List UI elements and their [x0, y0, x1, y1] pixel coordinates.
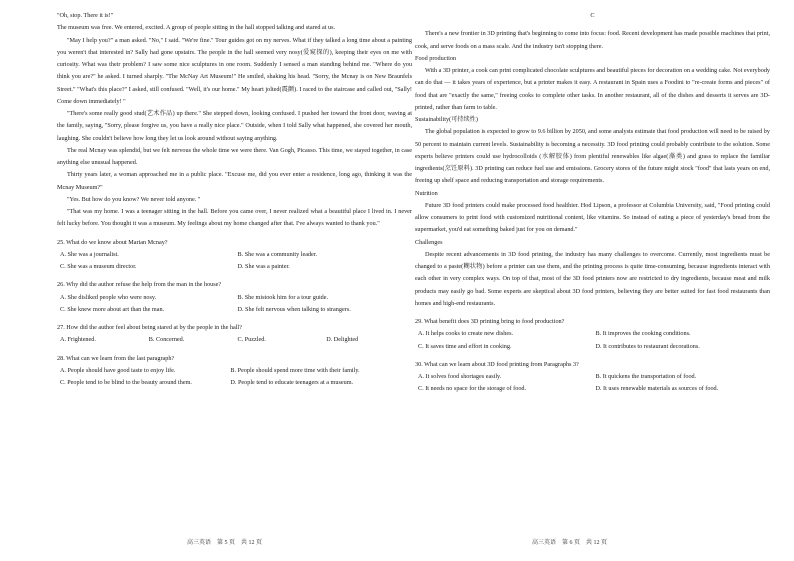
option-a[interactable]: A. People should have good taste to enjoy life. [60, 366, 176, 374]
option-d[interactable]: D. People tend to educate teenagers at a museum. [230, 379, 354, 386]
question-stem: 30. What can we learn about 3D food printing from Paragraphs 3? [415, 360, 579, 368]
section-heading: Food production [415, 54, 457, 62]
passage-paragraph: The global population is expected to grow to 9.6 billion by 2050, and some analysts estimate that food production will need to be raised by 50 percent to maintain current levels. Sustainability is becoming a necessity. 3D food printing could probably contribute to the solution. Some experts believe printers could use hydrocolloids (水解胶体) from plentiful renewables like algae(藻类) and grass to replace the familiar ingredients(烹饪原料). 3D printing can reduce fuel use and emissions. Grocery stores of the future might stock "food" that lasts years on end, freeing up shelf space and reducing transportation and storage requirements. [415, 128, 770, 185]
option-a[interactable]: A. It helps cooks to create new dishes. [418, 330, 514, 338]
question-stem: 28. What can we learn from the last paragraph? [57, 354, 175, 362]
story-paragraph: "That was my home. I was a teenager sitting in the hall. Before you came over, I never realized what a beautiful place I lived in. I never felt lucky before. You thought it was a museum. My feelings about my home changed after that. I've always wanted to thank you." [57, 208, 412, 228]
option-d[interactable]: D. She was a painter. [237, 263, 290, 270]
option-c[interactable]: C. It saves time and effort in cooking. [418, 342, 512, 350]
question-26 [57, 279, 412, 316]
option-a[interactable]: A. She disliked people who were nosy. [60, 293, 157, 301]
story-paragraph: "May I help you?" a man asked. "No," I said. "We're fine." Tour guides got on my nerves. What if they talked a long time about a painting you weren't that interested in? Sally had gone upstairs. The people in the hall seemed very nosy(爱窥探的), keeping their eyes on me with curiosity. What was their problem? I saw some nice sculptures in one room. Suddenly I sensed a man standing behind me. "Where do you think you are?" he asked. I turned sharply. "The McNay Art Museum!" He smiled, shaking his head. "Sorry, the Mcnay is on New Braunfels Street." "What's this place?" I asked, still confused. "Well, it's our home." My heart jolted(震颤). I raced to the staircase and called out, "Sally! Come down immediately! " [57, 36, 412, 105]
question-stem: 25. What do we know about Marian Mcnay? [57, 238, 168, 246]
section-heading: Challenges [415, 238, 443, 246]
passage-paragraph: Future 3D food printers could make processed food healthier. Hod Lipson, a professor at Columbia University, said, "Food printing could allow consumers to print food with customized nutritional content, like vitamins. So instead of eating a piece of yesterday's bread from the supermarket, you'd eat something baked just for you on demand." [415, 201, 770, 234]
option-a[interactable]: A. Frightened. [60, 336, 96, 344]
passage-intro: There's a new frontier in 3D printing that's beginning to come into focus: food. Recent development has made possible machines that print, cook, and serve foods on a mass scale. And the industry isn't stopping there. [415, 30, 770, 50]
question-25 [57, 237, 412, 274]
option-c[interactable]: C. She was a museum director. [60, 263, 137, 270]
section-heading: Sustainability(可持续性) [415, 116, 478, 123]
story-paragraph: Thirty years later, a woman approached me in a public place. "Excuse me, did you ever enter a residence, long ago, thinking it was the Mcnay Museum?" [57, 171, 412, 191]
question-27 [57, 322, 412, 347]
left-page [57, 10, 412, 550]
option-a[interactable]: A. She was a journalist. [60, 250, 119, 258]
right-page [415, 10, 770, 550]
question-stem: 26. Why did the author refuse the help from the man in the house? [57, 281, 222, 289]
story-paragraph: The real Mcnay was splendid, but we felt nervous the whole time we were there. Van Gogh, Picasso. This time, we stayed together, in case anything else unusual happened. [57, 146, 412, 166]
question-stem: 27. How did the author feel about being stared at by the people in the hall? [57, 324, 242, 331]
question-28 [57, 353, 412, 390]
option-b[interactable]: B. People should spend more time with their family. [230, 366, 360, 374]
question-30 [415, 359, 770, 396]
passage-paragraph: With a 3D printer, a cook can print complicated chocolate sculptures and beautiful pieces for decoration on a wedding cake. Not everybody can do that — it takes years of experience, but a printer makes it easy. A restaurant in Spain uses a Foodini to "re-create forms and pieces" of food that are "exactly the same," freeing cooks to complete other tasks. In another restaurant, all of the dishes and desserts it serves are 3D-printed, rather than farm to table. [415, 67, 770, 111]
story-paragraph: "There's some really good stud(艺术作品) up there." She stepped down, looking confused. I pushed her toward the front door, waving at the family, saying, "Sorry, please forgive us, you have a really nice place." Outside, when I told Sally what happened, she covered her mouth, laughing. She couldn't believe how long they let us look around without saying anything. [57, 110, 412, 142]
option-d[interactable]: D. She felt nervous when talking to strangers. [237, 305, 351, 313]
option-c[interactable]: C. She knew more about art than the man. [60, 305, 165, 313]
story-paragraph: The museum was free. We entered, excited. A group of people sitting in the hall stopped talking and stared at us. [57, 24, 336, 32]
option-b[interactable]: B. It quickens the transportation of food. [595, 373, 697, 380]
option-c[interactable]: C. Puzzled. [237, 336, 266, 344]
option-a[interactable]: A. It solves food shortages easily. [418, 373, 502, 380]
story-paragraph: "Oh, stop. There it is!" [57, 12, 114, 19]
story-paragraph: "Yes. But how do you know? We never told anyone. " [67, 195, 201, 203]
section-heading: Nutrition [415, 189, 438, 197]
page-footer-right: 高三英语 第 6 页 共 12 页 [532, 540, 608, 546]
passage-paragraph: Despite recent advancements in 3D food printing, the industry has many challenges to overcome. Currently, most ingredients must be changed to a paste(糊状物) before a printer can use them, and the printing process is quite time-consuming, because ingredients interact with each other in very complex ways. On top of that, most of the 3D food printers now are restricted to dry ingredients, because meat and milk products may easily go bad. Some experts are skeptical about 3D food printers, believing they are better suited for fast food restaurants than homes and high-end restaurants. [415, 250, 770, 307]
option-d[interactable]: D. Delighted [326, 336, 359, 344]
option-b[interactable]: B. Concerned. [148, 336, 185, 344]
question-29 [415, 316, 770, 353]
option-d[interactable]: D. It contributes to restaurant decorations. [595, 342, 700, 350]
section-letter: C [590, 12, 595, 19]
option-b[interactable]: B. She mistook him for a tour guide. [237, 293, 329, 301]
option-d[interactable]: D. It uses renewable materials as sources of food. [595, 385, 719, 393]
option-b[interactable]: B. It improves the cooking conditions. [595, 330, 691, 338]
option-b[interactable]: B. She was a community leader. [237, 250, 318, 258]
page-footer-left: 高三英语 第 5 页 共 12 页 [187, 540, 263, 546]
question-stem: 29. What benefit does 3D printing bring to food production? [415, 318, 565, 325]
option-c[interactable]: C. It needs no space for the storage of food. [418, 385, 527, 393]
option-c[interactable]: C. People tend to be blind to the beauty around them. [60, 379, 192, 386]
